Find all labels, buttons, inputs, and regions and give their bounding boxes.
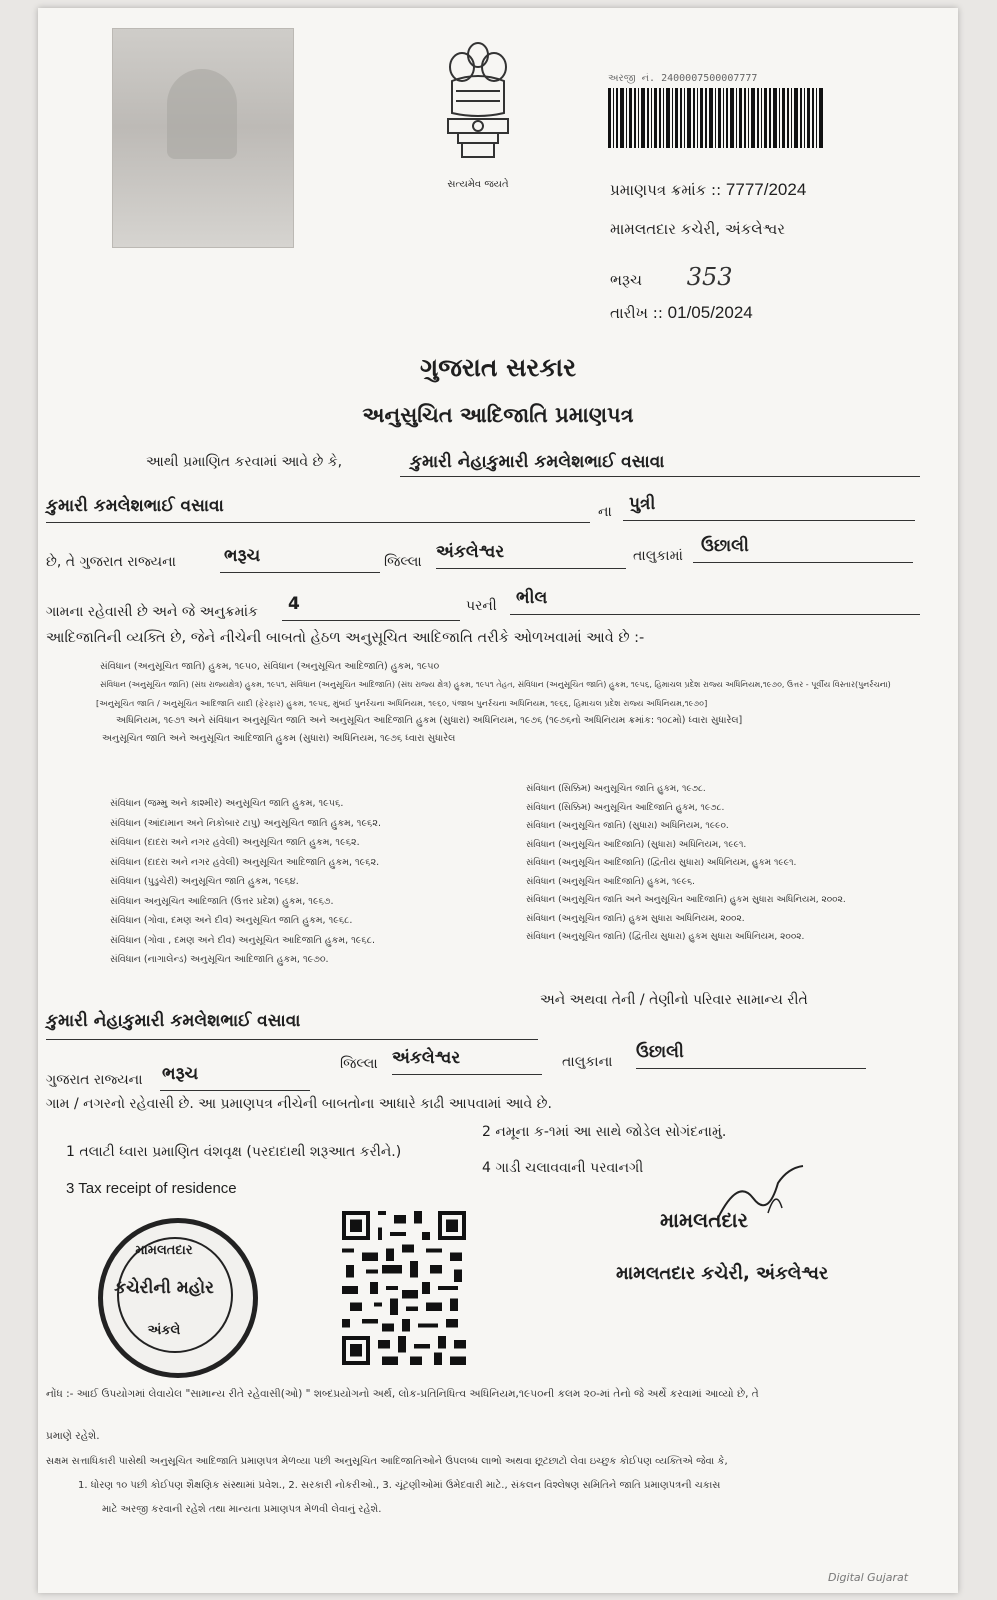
certificate-number-label: પ્રમાણપત્ર ક્રમાંક :: (610, 181, 722, 199)
order-left-line: સંવિધાન (દાદરા અને નગર હવેલી) અનુસૂચિત આદિજાતિ હુકમ, ૧૯૬૨. (110, 856, 380, 868)
note-line: 1. ધોરણ ૧૦ પછી કોઈપણ શૈક્ષણિક સંસ્થામાં પ્રવેશ., 2. સરકારી નોકરીઓ., 3. ચૂંટણીઓમાં ઉમેદવારી માટે., સંકલન વિશ્લેષણ સમિતિને જાતિ પ્રમાણપત્રની ચકાસ (78, 1480, 721, 1491)
serial-line (282, 594, 460, 621)
subdistrict-line (436, 542, 626, 569)
order-right-line: સંવિધાન (અનુસૂચિત જાતિ) (દ્વિતીય સુધારા) હુકમ સુધારા અધિનિયમ, ૨૦૦૨. (526, 932, 805, 942)
applicant-name-line (400, 452, 920, 477)
district-value: ભરૂચ (224, 546, 261, 566)
parent-name-line (46, 496, 590, 523)
order-left-line: સંવિધાન (જમ્મુ અને કાશ્મીર) અનુસૂચિત જાતિ હુકમ, ૧૯૫૬. (110, 798, 344, 809)
certify-prefix: આથી પ્રમાણિત કરવામાં આવે છે કે, (146, 454, 343, 470)
barcode-number: અરજી નં. 2400007500007777 (608, 73, 758, 84)
certificate-number: 7777/2024 (725, 180, 807, 199)
relation-value: પુત્રી (629, 494, 656, 514)
resident-text: ગામના રહેવાસી છે અને જે અનુક્રમાંક (46, 604, 258, 620)
order-top-line: સંવિધાન (અનુસૂચિત જાતિ) (સંઘ રાજ્યક્ષેત્ર) હુકમ, ૧૯૫૧, સંવિધાન (અનુસૂચિત આદિજાતિ) (સંઘ રાજ્ય ક્ષેત્ર) હુકમ, ૧૯૫૧ તેહત, સંવિધાન (અનુસૂચિત જાતિ) હુકમ, ૧૯૫૬, હિમાચલ પ્રદેશ રાજ્ય અધિનિયમ,૧૯૭૦, ઉત્તર - પૂર્વીય વિસ્તાર(પુનર્રચના) (100, 680, 891, 689)
document-item: 1 તલાટી ધ્વારા પ્રમાણિત વંશવૃક્ષ (પરદાદાથી શરૂઆત કરીને.) (66, 1144, 402, 1160)
note-line: સક્ષમ સત્તાધિકારી પાસેથી અનુસૂચિત આદિજાતિ પ્રમાણપત્ર મેળવ્યા પછી અનુસૂચિત આદિજાતિઓને ઉપલબ્ધ લાભો અથવા છૂટછાટો લેવા ઇચ્છુક કોઈપણ વ્યક્તિએ જેવા કે, (46, 1456, 728, 1467)
photo-silhouette (167, 69, 237, 159)
state-prefix: છે, તે ગુજરાત રાજ્યના (46, 554, 176, 570)
tribe-value: ભીલ (516, 588, 548, 608)
digital-gujarat-mark: Digital Gujarat (828, 1571, 909, 1584)
residence-district: ભરૂચ (162, 1064, 199, 1084)
issue-date: 01/05/2024 (667, 303, 753, 322)
government-title: ગુજરાત સરકાર (419, 353, 577, 382)
relation-label: ના (598, 504, 612, 520)
order-left-line: સંવિધાન (ગોવા , દમણ અને દીવ) અનુસૂચિત આદિજાતિ હુકમ, ૧૯૬૮. (110, 934, 375, 946)
signatory-office: મામલતદાર કચેરી, અંકલેશ્વર (616, 1263, 829, 1284)
relation-line (623, 494, 915, 521)
document-item: 2 નમૂના ક-૧માં આ સાથે જોડેલ સોગંદનામું. (482, 1124, 727, 1140)
residence-name-line (46, 1011, 538, 1040)
order-right-line: સંવિધાન (અનુસૂચિત જાતિ) (સુધારા) અધિનિયમ, ૧૯૯૦. (526, 821, 729, 831)
orders-left (110, 794, 381, 970)
order-right-line: સંવિધાન (સિક્કિમ) અનુસૂચિત આદિજાતિ હુકમ, ૧૯૭૮. (526, 802, 725, 813)
residence-district-word: જિલ્લા (340, 1056, 378, 1072)
serial-number: 4 (288, 594, 300, 614)
order-right-line: સંવિધાન (અનુસૂચિત આદિજાતિ) (સુધારા) અધિનિયમ, ૧૯૯૧. (526, 839, 747, 850)
order-right-line: સંવિધાન (અનુસૂચિત આદિજાતિ) (દ્વિતીય સુધારા) અધિનિયમ, હુકમ ૧૯૯૧. (526, 858, 797, 868)
state-emblem (434, 33, 522, 190)
district-word: જિલ્લા (384, 554, 422, 570)
document-item: 4 ગાડી ચલાવવાની પરવાનગી (482, 1160, 644, 1176)
order-top-line: અનુસૂચિત જાતિ અને અનુસૂચિત આદિજાતિ હુકમ (સુધારા) અધિનિયમ, ૧૯૭૬ ધ્વારા સુધારેલ (102, 733, 456, 744)
district-label: ભરૂચ (610, 271, 642, 289)
order-left-line: સંવિધાન (દાદરા અને નગર હવેલી) અનુસૂચિત જાતિ હુકમ, ૧૯૬૨. (110, 837, 360, 848)
residence-taluka-word: તાલુકાના (562, 1054, 613, 1070)
order-left-line: સંવિધાન (પુડુચેરી) અનુસૂચિત જાતિ હુકમ, ૧૯૬૪. (110, 876, 299, 887)
seal-top-text: મામલતદાર (135, 1243, 193, 1258)
order-top-line: સંવિધાન (અનુસૂચિત જાતિ) હુકમ, ૧૯૫૦, સંવિધાન (અનુસૂચિત આદિજાતિ) હુકમ, ૧૯૫૦ (100, 661, 440, 672)
village-value: ઉછાલી (701, 536, 749, 556)
emblem-caption: સત્યમેવ જયતે (447, 179, 509, 190)
order-top-line: [અનુસૂચિત જાતિ / અનુસૂચિત આદિજાતિ યાદી (ફેરફાર) હુકમ, ૧૯૫૬, મુંબઈ પુનર્રચના અધિનિયમ, ૧૯૬૦, પંજાબ પુનર્રચના અધિનિયમ, ૧૯૬૬, હિમાચલ પ્રદેશ રાજ્ય અધિનિયમ,૧૯૭૦] (96, 698, 708, 708)
taluka-word: તાલુકામાં (633, 548, 683, 564)
order-right-line: સંવિધાન (સિક્કિમ) અનુસૂચિત જાતિ હુકમ, ૧૯૭૮. (526, 784, 706, 794)
residence-subdistrict-line (392, 1048, 542, 1075)
date-row (610, 303, 753, 323)
order-top-line: અધિનિયમ, ૧૯૭૧ અને સંવિધાન અનુસૂચિત જાતિ અને અનુસૂચિત આદિજાતિ હુકમ (સુધારા) અધિનિયમ, ૧૯૭૬ (૧૯૭૬નો અધિનિયમ ક્રમાંક: ૧૦૮મો) ધ્વારા સુધારેલ] (116, 715, 743, 726)
signatory-title: મામલતદાર (660, 1208, 748, 1232)
recognized-text: આદિજાતિની વ્યક્તિ છે, જેને નીચેની બાબતો હેઠળ અનુસૂચિત આદિજાતિ તરીકે ઓળખવામાં આવે છે :- (46, 630, 645, 646)
applicant-name: કુમારી નેહાકુમારી કમલેશભાઈ વસાવા (410, 452, 665, 472)
residence-name: કુમારી નેહાકુમારી કમલેશભાઈ વસાવા (46, 1011, 301, 1031)
certificate-page (38, 8, 958, 1593)
note-line: માટે અરજી કરવાની રહેશે તથા માન્યતા પ્રમાણપત્ર મેળવી લેવાનું રહેશે. (102, 1504, 382, 1515)
family-text: અને અથવા તેની / તેણીનો પરિવાર સામાન્ય રીતે (540, 992, 808, 1008)
district-line (220, 546, 380, 573)
order-left-line: સંવિધાન (નાગાલેન્ડ) અનુસૂચિત આદિજાતિ હુકમ, ૧૯૭૦. (110, 954, 329, 965)
district-row (610, 263, 733, 291)
document-item: 3 Tax receipt of residence (66, 1180, 237, 1197)
residence-district-line (160, 1064, 310, 1091)
residence-subdistrict: અંકલેશ્વર (392, 1048, 461, 1068)
date-label: તારીખ :: (610, 304, 663, 322)
residence-village: ઉછાલી (636, 1042, 684, 1062)
emblem-icon (434, 33, 522, 173)
note-line: નોંધ :- આઈ ઉપયોગમાં લેવાયેલ "સામાન્ય રીતે રહેવાસી(ઓ) " શબ્દપ્રયોગનો અર્થ, લોક-પ્રતિનિધિત્વ અધિનિયમ,૧૯૫૦ની કલમ ૨૦-માં તેનો જે અર્થે કરવામાં આવ્યો છે, તે (46, 1388, 759, 1400)
seal-middle-text: કચેરીની મહોર (114, 1278, 214, 1298)
orders-top (96, 658, 891, 748)
residence-state-prefix: ગુજરાત રાજ્યના (46, 1072, 143, 1088)
residence-village-line (636, 1042, 866, 1069)
village-line (693, 536, 913, 563)
certificate-number-row (610, 180, 806, 200)
order-right-line: સંવિધાન (અનુસૂચિત જાતિ અને અનુસૂચિત આદિજાતિ) હુકમ સુધારા અધિનિયમ, ૨૦૦૨. (526, 895, 846, 905)
certificate-title: અનુસુચિત આદિજાતિ પ્રમાણપત્ર (362, 403, 634, 427)
order-right-line: સંવિધાન (અનુસૂચિત આદિજાતિ) હુકમ, ૧૯૯૬. (526, 876, 695, 887)
parent-name: કુમારી કમલેશભાઈ વસાવા (46, 496, 224, 516)
office-seal (98, 1218, 258, 1378)
office-line: મામલતદાર કચેરી, અંકલેશ્વર (610, 220, 786, 238)
order-right-line: સંવિધાન (અનુસૂચિત જાતિ) હુકમ સુધારા અધિનિયમ, ૨૦૦૨. (526, 913, 745, 924)
order-left-line: સંવિધાન (આંદામાન અને નિકોબાર ટાપુ) અનુસૂચિત જાતિ હુકમ, ૧૯૬૨. (110, 817, 381, 829)
tribe-line (510, 588, 920, 615)
orders-right (526, 780, 846, 947)
barcode-icon (608, 88, 823, 148)
seal-bottom-text: અંકલે (147, 1323, 181, 1338)
order-left-line: સંવિધાન (ગોવા, દમણ અને દીવ) અનુસૂચિત જાતિ હુકમ, ૧૯૬૮. (110, 915, 353, 926)
subdistrict-value: અંકલેશ્વર (436, 542, 505, 562)
order-left-line: સંવિધાન અનુસૂચિત આદિજાતિ (ઉત્તર પ્રદેશ) હુકમ, ૧૯૬૭. (110, 895, 334, 907)
handwritten-number: 353 (686, 263, 733, 291)
qr-code-icon (342, 1211, 466, 1365)
applicant-photo (112, 28, 294, 248)
note-line: પ્રમાણે રહેશે. (46, 1430, 100, 1442)
residence-closing-text: ગામ / નગરનો રહેવાસી છે. આ પ્રમાણપત્ર નીચેની બાબતોના આધારે કાઢી આપવામાં આવે છે. (46, 1096, 552, 1112)
tribe-label: પરની (466, 598, 497, 614)
